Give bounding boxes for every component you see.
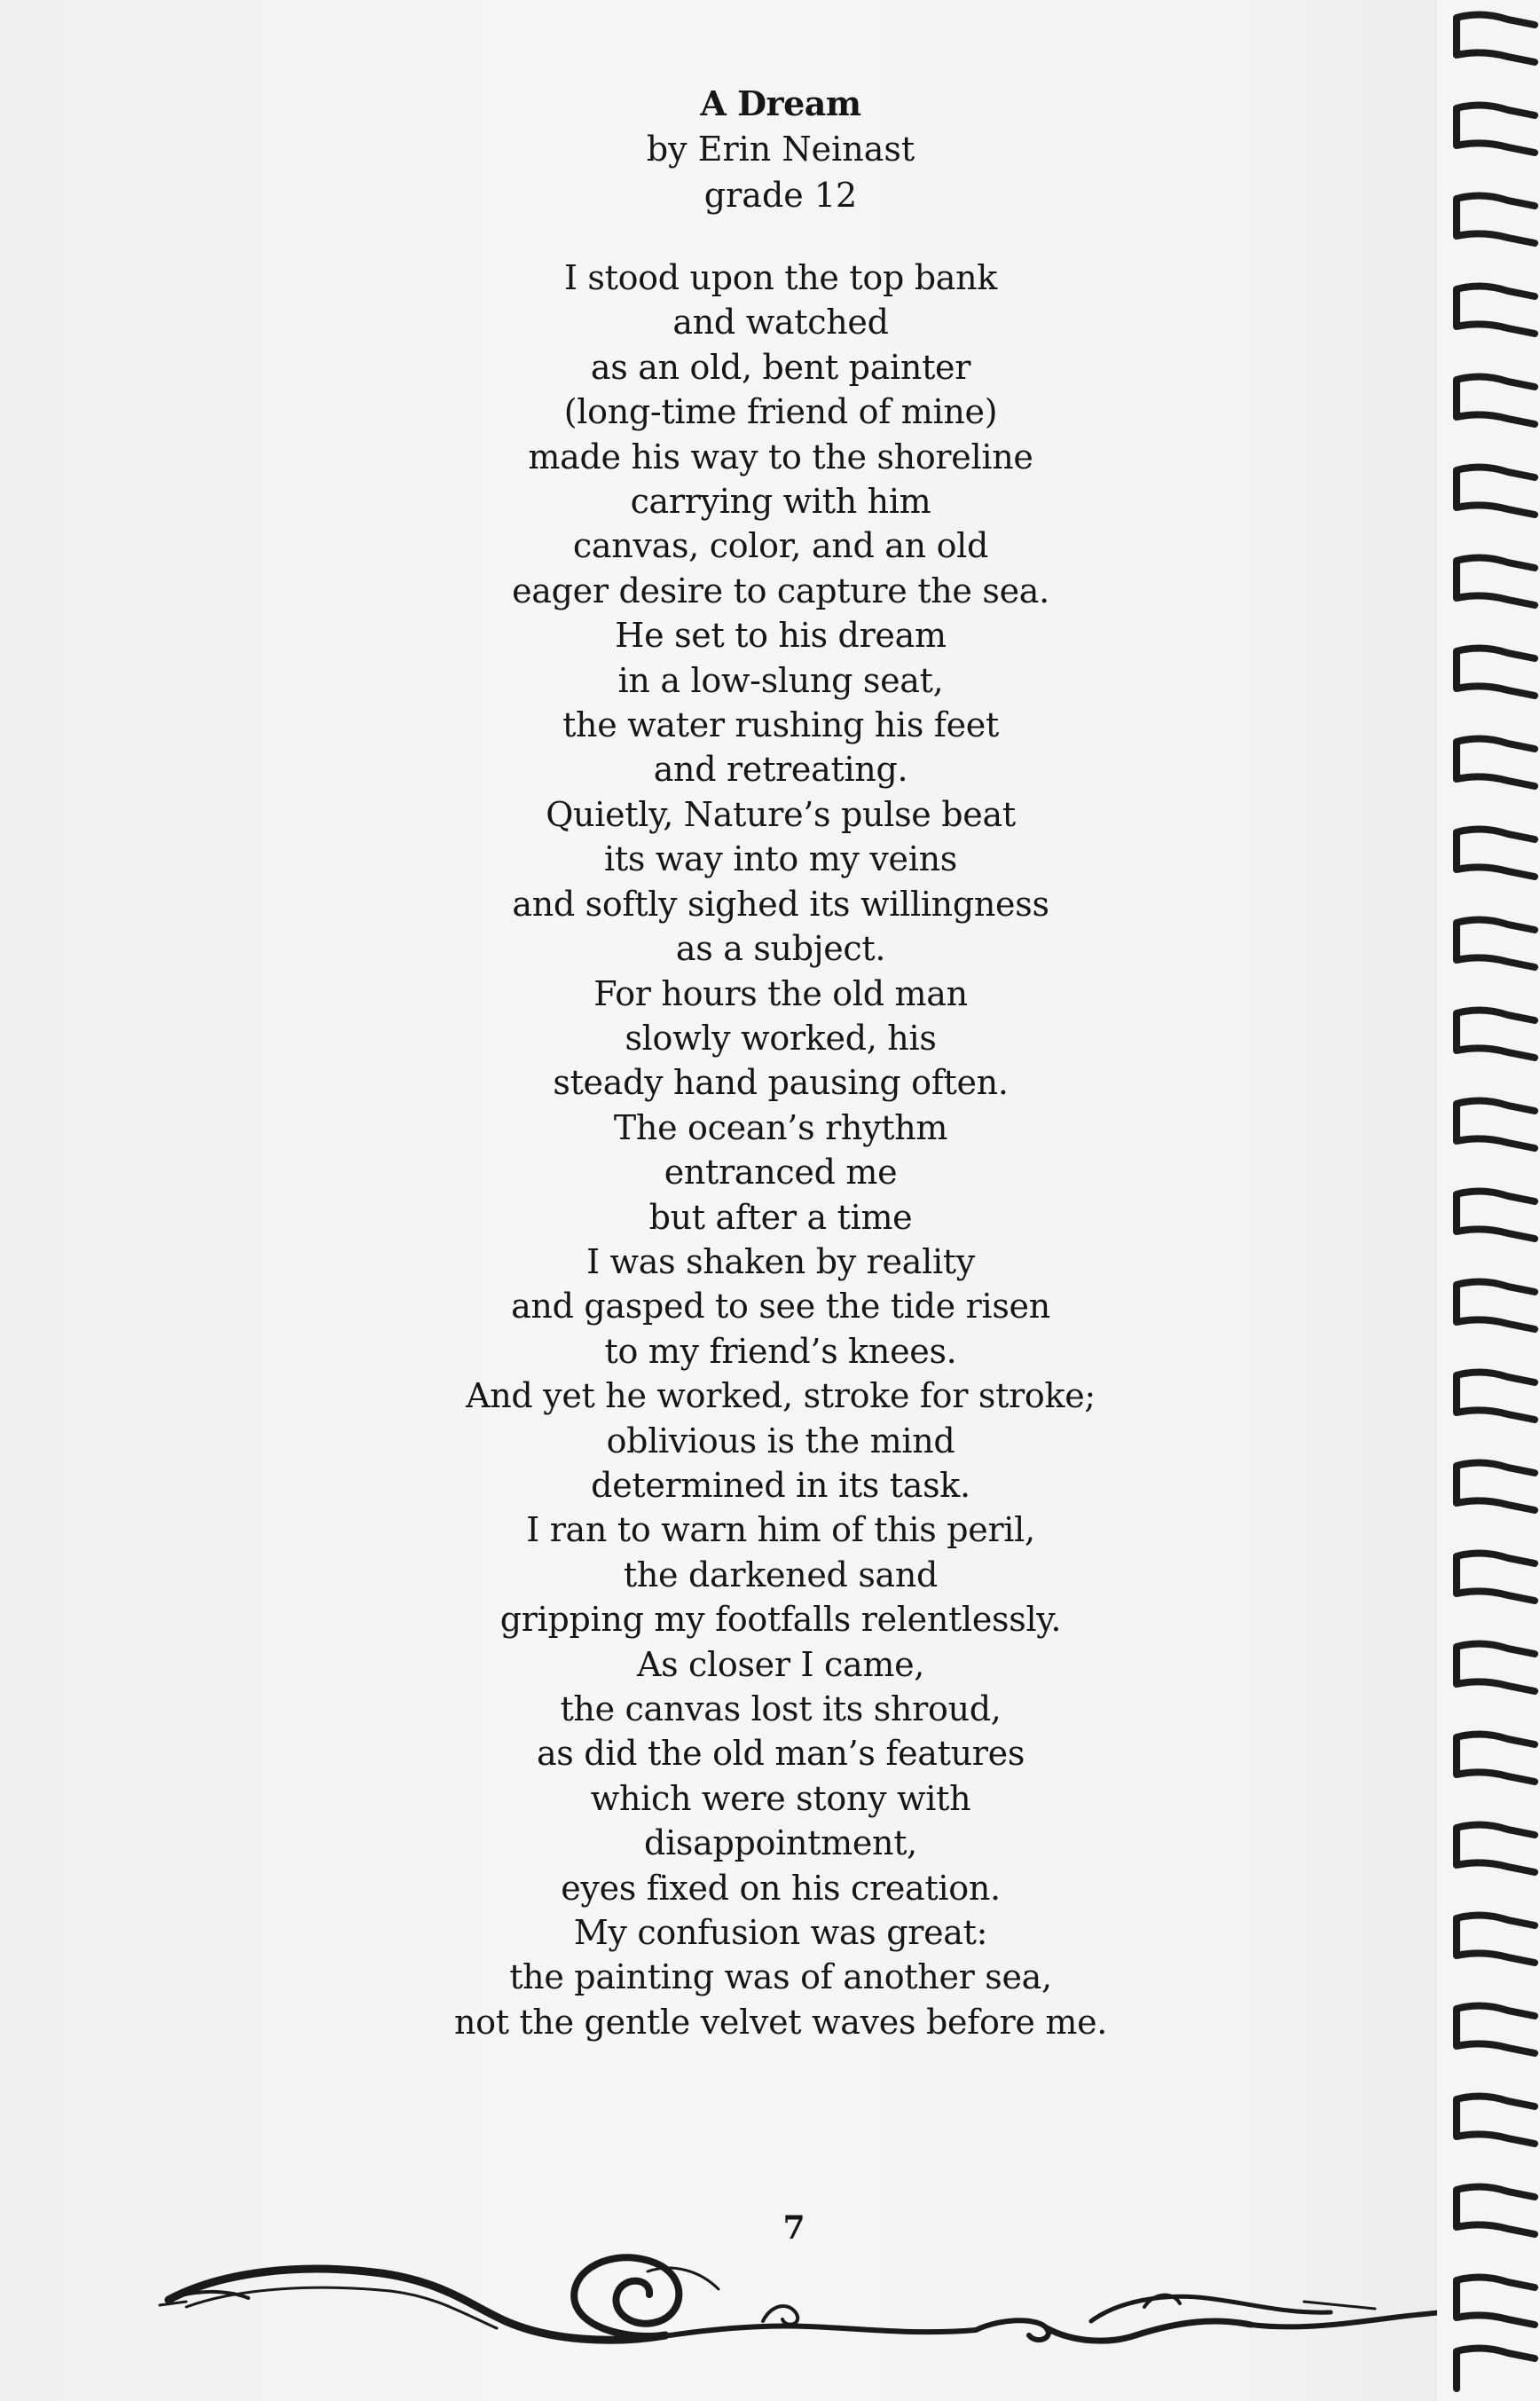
poem-line: the canvas lost its shroud, <box>560 1689 1002 1728</box>
poem-line: and watched <box>672 303 889 342</box>
poem-line: I ran to warn him of this peril, <box>526 1510 1035 1550</box>
poem-line: slowly worked, his <box>625 1018 937 1058</box>
spiral-binding-icon <box>1437 0 1540 2401</box>
poem-line: I stood upon the top bank <box>563 258 998 297</box>
poem-grade: grade 12 <box>703 176 858 215</box>
poem-line: but after a time <box>648 1197 913 1237</box>
poem-line: and gasped to see the tide risen <box>511 1287 1050 1326</box>
poem-line: its way into my veins <box>604 839 957 879</box>
poem-line: gripping my footfalls relentlessly. <box>499 1600 1062 1640</box>
poem-line: as did the old man’s features <box>536 1734 1025 1774</box>
poem-line: For hours the old man <box>593 973 968 1013</box>
poem-line: not the gentle velvet waves before me. <box>453 2002 1108 2042</box>
poem-line: the painting was of another sea, <box>509 1957 1052 1997</box>
poem-line: and softly sighed its willingness <box>512 884 1049 924</box>
poem-line: Quietly, Nature’s pulse beat <box>546 794 1016 834</box>
poem-line: the darkened sand <box>623 1555 939 1594</box>
poem-line: (long-time friend of mine) <box>563 392 998 432</box>
poem-line: My confusion was great: <box>573 1913 988 1953</box>
poem-line: He set to his dream <box>615 616 947 656</box>
poem-line: steady hand pausing often. <box>553 1063 1009 1103</box>
poem-line: the water rushing his feet <box>562 705 999 745</box>
poem-line: as a subject. <box>675 929 886 969</box>
poem-line: to my friend’s knees. <box>604 1331 957 1371</box>
poem-line: entranced me <box>664 1153 898 1193</box>
poem-author: by Erin Neinast <box>646 130 915 169</box>
poem-lines <box>408 256 1153 2044</box>
poem-line: And yet he worked, stroke for stroke; <box>466 1376 1096 1416</box>
page-number: 7 <box>782 2209 805 2247</box>
poem-line: As closer I came, <box>636 1644 925 1684</box>
poem-line: determined in its task. <box>591 1465 970 1505</box>
poem-line: canvas, color, and an old <box>572 526 989 566</box>
poem-line: The ocean’s rhythm <box>613 1107 948 1147</box>
poem-line: and retreating. <box>653 750 908 790</box>
poem-line: in a low-slung seat, <box>617 660 944 700</box>
poem-line: disappointment, <box>644 1823 917 1863</box>
poem-line: oblivious is the mind <box>606 1421 955 1460</box>
poem-line: eyes fixed on his creation. <box>561 1868 1001 1908</box>
poem-title: A Dream <box>700 83 861 123</box>
poem-line: which were stony with <box>590 1778 971 1818</box>
poem-line: made his way to the shoreline <box>528 437 1033 476</box>
poem <box>408 82 1153 2044</box>
scroll-vine-ornament <box>151 2236 1464 2369</box>
poem-line: eager desire to capture the sea. <box>512 571 1049 610</box>
poem-line: as an old, bent painter <box>590 347 971 387</box>
poem-line: carrying with him <box>630 482 931 522</box>
poem-line: I was shaken by reality <box>586 1241 975 1281</box>
